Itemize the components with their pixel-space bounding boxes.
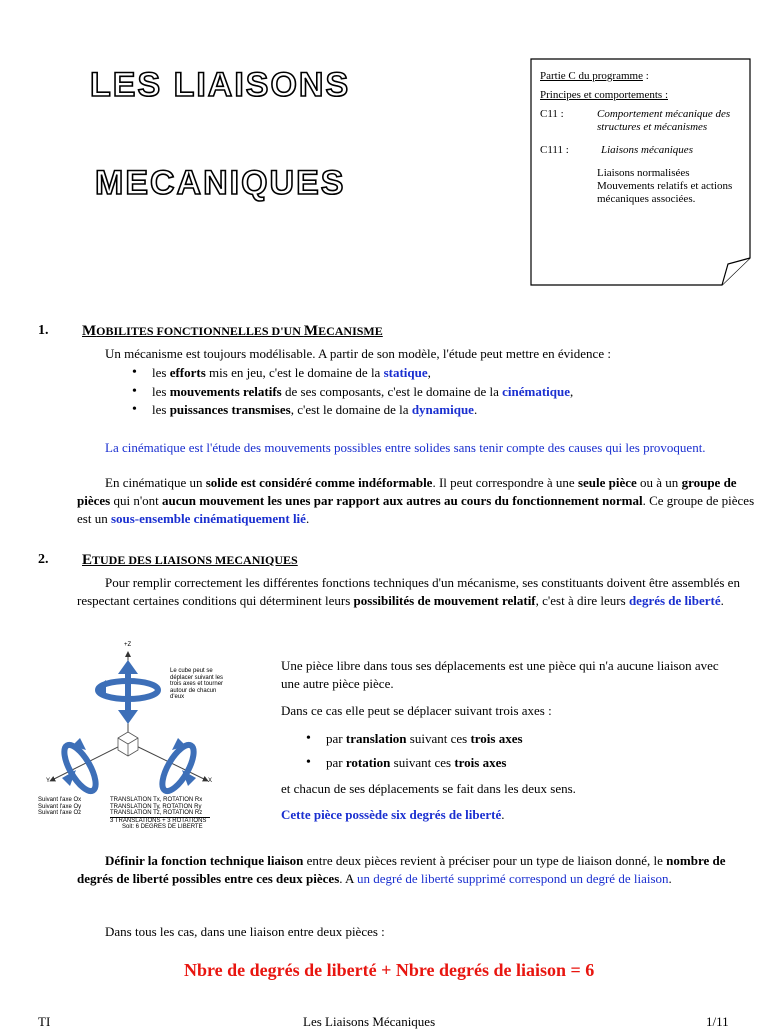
axis-oz: Suivant l'axe Oz	[38, 810, 82, 817]
move-list	[110, 797, 230, 831]
note-partie: Partie C du programme	[540, 70, 643, 82]
move-z: TRANSLATION Tz, ROTATION Rz	[110, 810, 203, 817]
section-2-paragraph: Pour remplir correctement les différentes fonctions techniques d'un mécanisme, ses constituants doivent être assemblés en respectant certaines conditions qui déterminent leurs possibilités de mouvement relatif, c'est à dire leurs degrés de liberté.	[77, 575, 740, 608]
domain-list	[128, 364, 748, 420]
solide-paragraph: En cinématique un solide est considéré comme indéformable. Il peut correspondre à une seule pièce ou à un groupe de pièces qui n'ont aucun mouvement les unes par rapport aux autres au cours du fonctionnement normal. Ce groupe de pièces est un sous-ensemble cinématiquement lié.	[77, 475, 755, 526]
note-c111-details: Liaisons normalisées Mouvements relatifs et actions mécaniques associées.	[597, 167, 733, 205]
footer-center: Les Liaisons Mécaniques	[303, 1014, 436, 1029]
move-y: TRANSLATION Ty, ROTATION Ry	[110, 803, 202, 810]
title-line-1: LES LIAISONS	[90, 66, 351, 104]
note-principes: Principes et comportements :	[540, 89, 668, 101]
axis-oy: Suivant l'axe Oy	[38, 803, 82, 810]
cube-note: Le cube peut se déplacer suivant les trois axes et tourner autour de chacun d'eux	[170, 668, 224, 701]
domain-item-statique: • les efforts mis en jeu, c'est le domaine de la statique,	[128, 364, 748, 383]
note-c111-text: Liaisons mécaniques	[601, 144, 693, 156]
domain-item-cinematique: • les mouvements relatifs de ses composants, c'est le domaine de la cinématique,	[128, 383, 748, 402]
dof-formula: Nbre de degrés de liberté + Nbre degrés de liaison = 6	[184, 960, 595, 980]
movement-translation: • par translation suivant ces trois axes	[302, 727, 732, 751]
move-x: TRANSLATION Tx, ROTATION Rx	[110, 797, 203, 803]
free-piece-text: Une pièce libre dans tous ses déplacements est une pièce qui n'a aucune liaison avec une autre pièce pièce.	[281, 658, 719, 691]
section-2-title: ETUDE DES LIAISONS MECANIQUES	[82, 552, 298, 568]
note-c111-code: C111 :	[540, 144, 569, 156]
movement-list	[302, 727, 732, 775]
section-1-intro: Un mécanisme est toujours modélisable. A partir de son modèle, l'étude peut mettre en évidence :	[105, 346, 611, 361]
cinematique-definition: La cinématique est l'étude des mouvements possibles entre solides sans tenir compte des causes qui les provoquent.	[105, 440, 706, 455]
program-note-card	[530, 58, 752, 286]
note-partie-suffix: :	[642, 70, 649, 82]
note-c11-code: C11 :	[540, 108, 564, 120]
move-total: Soit: 6 DEGRES DE LIBERTE	[122, 824, 203, 831]
dof-figure	[36, 640, 264, 838]
section-1-title: MOBILITES FONCTIONNELLES D'UN MECANISME	[82, 323, 383, 339]
section-2-number: 2.	[38, 552, 49, 567]
movement-rotation: • par rotation suivant ces trois axes	[302, 751, 732, 775]
domain-item-dynamique: • les puissances transmises, c'est le domaine de la dynamique.	[128, 401, 748, 420]
x-axis-label: X	[208, 778, 213, 784]
section-1-number: 1.	[38, 323, 49, 338]
footer-left: TI	[38, 1014, 51, 1029]
axis-ox: Suivant l'axe Ox	[38, 797, 82, 803]
axis-list	[38, 797, 110, 817]
six-dof-text: Cette pièce possède six degrés de liberté.	[281, 807, 505, 822]
note-c11-text: Comportement mécanique des structures et mécanismes	[597, 108, 731, 133]
y-axis-label: Y	[46, 778, 51, 784]
liaison-definition: Définir la fonction technique liaison entre deux pièces revient à préciser pour un type de liaison donné, le nombre de degrés de liberté possibles entre ces deux pièces. A un degré de liberté supprimé correspond un degré de liaison.	[77, 853, 726, 886]
footer-page: 1/11	[706, 1014, 729, 1029]
title-line-2: MECANIQUES	[95, 164, 346, 202]
both-ways-text: et chacun de ses déplacements se fait dans les deux sens.	[281, 781, 576, 796]
z-axis-label: +Z	[124, 642, 132, 648]
move-sum: 3 TRANSLATIONS + 3 ROTATIONS	[110, 817, 210, 825]
all-cases-text: Dans tous les cas, dans une liaison entre deux pièces :	[105, 924, 385, 939]
axes-intro: Dans ce cas elle peut se déplacer suivant trois axes :	[281, 703, 552, 718]
